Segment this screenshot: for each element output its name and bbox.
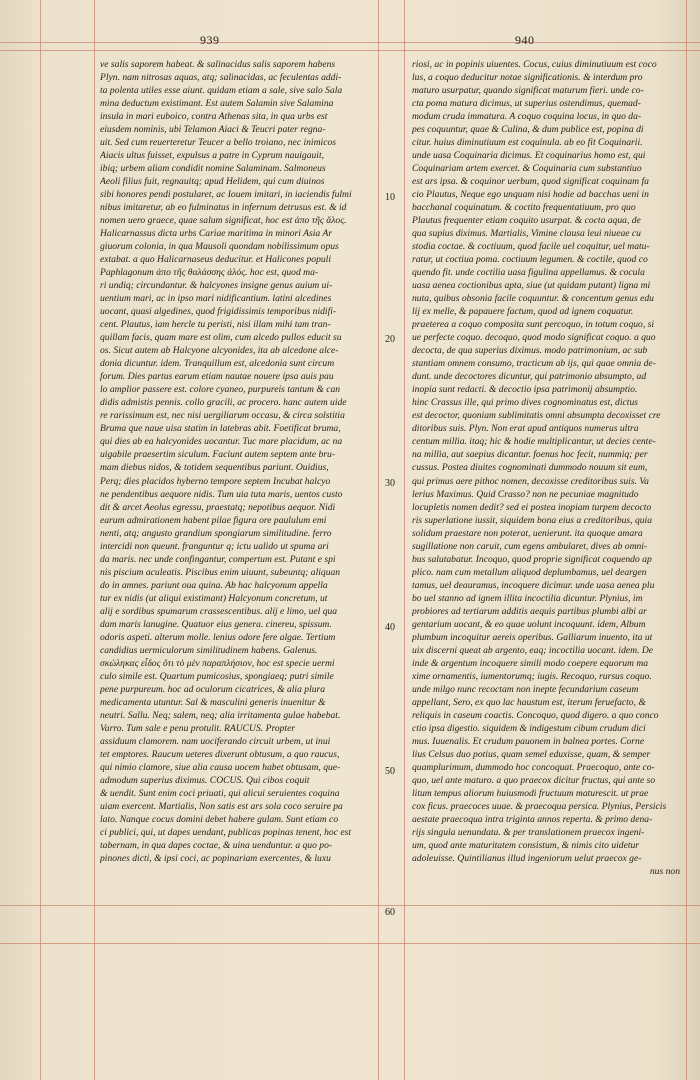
folio-number-left: 939 (200, 33, 220, 47)
line-number-30: 30 (385, 478, 395, 489)
rule-bottom (0, 905, 700, 906)
text-line: dunt. unde decoctores dicuntur, qui patrimonio absumpto, ad (412, 371, 647, 383)
text-line: Paphlagonum άπο τῆς θαλάσσης ἁλός. hoc est, quod ma- (100, 267, 319, 279)
text-line: nomen uero graece, quae salum significat, hoc est άπο τῆς ἅλος. (100, 215, 347, 227)
text-line: pene purpureum. hoc ad oculorum cicatrices, & alia plura (100, 683, 326, 695)
text-line: ve salis saporem habeat. & salinacidus salis saporem habens (100, 59, 336, 70)
text-line: odoris aspeti. alterum molle. lenius odore fere algae. Tertium (100, 631, 336, 643)
text-line: locupletis nomen dedit? sed ei postea inopiam turpem decocto (412, 501, 652, 513)
text-line: ue perfecte coquo. decoquo, quod modo significat coquo. a quo (412, 332, 656, 344)
text-line: mus. Iuuenalis. Et crudum pauonem in balnea portes. Corne (412, 735, 645, 747)
rule-top (0, 42, 700, 43)
text-line: ci publici, qui, ut dapes uendant, publicas popinas tenent, hoc est (100, 826, 352, 838)
text-line: uocant, quasi algedines, quod frigidissimis temporibus nidifi- (100, 306, 337, 318)
text-line: quo, uel ante maturo. a quo praecox dicitur fructus, qui ante so (412, 774, 656, 786)
text-line: ta polenta utiles esse aiunt. quidam etiam a sale, sive salo Sala (100, 85, 343, 97)
text-line: unde milgo nunc recoctam non inepte fecundarium caseum (412, 683, 639, 695)
line-number-10: 10 (385, 192, 395, 203)
text-line: plumbum incoquitur aereis operibus. Galliarum inuento, ita ut (412, 631, 653, 643)
text-line: Halicarnassus dicta urbs Cariae maritima in minori Asia Ar (100, 228, 333, 240)
text-line: sugillatione non caruit, cum egens ambularet, dives ab omni- (412, 540, 648, 552)
text-line: aestate praecoqua intra triginta annos reperta. & primo dena- (412, 813, 653, 825)
text-line: cox ficus. praecoces uuae. & praecoqua persica. Plynius, Persicis (412, 800, 667, 812)
text-line: Plyn. nam nitrosas aquas, atq; salinacidas, ac feculentas addi- (100, 72, 342, 84)
text-line: ibiq; urbem aliam condidit nomine Salaminam. Salmoneus (100, 163, 326, 175)
text-line: uix discerni queat ab argento, eaq; incoctilia uocant. idem. De (412, 644, 654, 656)
text-line: Bruma que naue uisa statim in latebras abit. Foetificat bruma, (100, 423, 341, 435)
text-line: inde & argentum incoquere simili modo coepere equorum ma (412, 657, 649, 669)
text-line: litum tempus aliorum huiusmodi fructuum maturescit. ut prae (412, 787, 649, 799)
text-line: didis admistis pennis. collo gracili, ac procero. hanc autem uide (100, 397, 347, 409)
text-line: lato. Nanque cocus domini debet habere gulam. Sunt etiam co (100, 813, 339, 825)
text-line: neutri. Sallu. Neq; salem, neq; alia irritamenta gulae habebat. (100, 709, 341, 721)
text-line: Varro. Tum sale e penu protulit. RAUCUS. Propter (100, 722, 296, 734)
text-line: forum. Dies partus earum etiam nautae nouere ipsa auis pau (100, 371, 334, 383)
text-line: pes coquuntur, quae & Culina, & dum publice est, popina di (412, 124, 644, 136)
text-line: tet emptores. Raucum ueteres dixerunt obtusum, a quo raucus, (100, 748, 340, 760)
text-line: solidum praestare non poterat, uenierunt. ita quoque amara (412, 527, 643, 539)
text-line: cussus. Postea diuites cognominati dummodo nouum sit eum, (412, 462, 648, 474)
text-line: medicamenta utuntur. Sal & masculini generis inuenitur & (100, 696, 326, 708)
text-line: um, quod ante maturitatem consistum, & nimis cito uidetur (412, 839, 640, 851)
text-line: giuorum colonia, in qua Mausoli quondam nobilissimum opus (100, 241, 339, 253)
rule-bottom-2 (0, 943, 700, 944)
text-line: gentarium uocant, & eo quae uolunt incoquunt. idem, Album (412, 618, 646, 630)
text-column-left (100, 58, 372, 865)
rule-gutter-left (378, 0, 379, 1080)
text-line: lius Celsus duo potius, quam semel eduxisse, quam, & semper (412, 748, 651, 760)
text-line: insula in mari euboico, contra Athenas sita, in qua urbs est (100, 111, 328, 123)
text-line: os. Sicut autem ab Halcyone alcyonides, ita ab alcedone alce- (100, 345, 339, 357)
text-line: ne pendentibus aequore nidis. Tum uia tuta maris, uentos custo (100, 488, 343, 500)
text-line: nus non (649, 865, 680, 877)
text-line: modum cruda immatura. A coquo coquina locus, in quo da- (412, 111, 642, 123)
text-line: Plautus frequenter etiam coquito usurpat. & cocta aqua, de (412, 215, 641, 227)
text-line: σκώληκας εἶδος ὅτι τὸ μὲν παραπλήσιον, hoc est specie uermi (100, 657, 335, 669)
text-line: uentium mari, ac in ipso mari nidificantium. latini alcedines (100, 293, 332, 305)
text-line: decocta, de qua superius diximus. modo patrimonium, ac sub (412, 345, 648, 357)
text-line: bo uel stanno ad ignem illita incoctilia dicuntur. Plynius, im (412, 592, 643, 604)
text-line: inopia sunt redacti. & decoctio ipsa patrimonij absumptio. (412, 384, 638, 396)
text-line: do in amnes. pariunt oua quina. Ab hac halcyonum appella (100, 579, 328, 591)
text-line: Aeoli filius fuit, regnauitq; apud Helidem, qui cum diuinos (100, 176, 325, 188)
text-line: uit. Sed cum reuerteretur Teucer a bello troiano, nec inimicos (100, 137, 336, 149)
text-line: uiam exercent. Martialis, Non satis est ars sola coco seruire pa (100, 800, 343, 812)
text-column-right (412, 58, 680, 878)
text-line: qui dies ab ea halcyonides uocantur. Tuc mare placidum, ac na (100, 436, 343, 448)
text-line: nis piscium aculeatis. Piscibus enim uiuunt, subeuntq; aliquan (100, 566, 341, 578)
text-line: cio Plautus, Neque ego unquam nisi hodie ad bacchas ueni in (412, 189, 649, 201)
text-line: sibi honores pendi postularet, ac Iouem imitari, in iaciendis fulmi (100, 189, 352, 201)
rule-margin-left (40, 0, 41, 1080)
text-line: & uendit. Sunt enim coci priuati, qui alicui seruientes coquina (100, 787, 340, 799)
text-line: assiduum clamorem. nam uociferando circuit urbem, ut inui (100, 735, 331, 747)
text-line: ctio ipsa digestio. siquidem & indigestum cibum crudum dici (412, 722, 646, 734)
text-line: maturo usurpatur, quando significat maturum fieri. unde co- (412, 85, 644, 97)
text-line: nibus imitaretur, ab eo fulminatus in infernum detrusus est. & id (100, 202, 347, 214)
rule-col2-right (686, 0, 687, 1080)
text-line: reliquis in caseum coactis. Concoquo, quod digero. a quo conco (412, 709, 659, 721)
rule-gutter-right (404, 0, 405, 1080)
text-line: unde uasa Coquinaria dicimus. Et coquinarius homo est, qui (412, 150, 646, 162)
text-line: stodia coctae. & coctiuum, quod facile uel coquitur, uel matu- (412, 241, 650, 253)
text-line: citur. huius diminutiuum est coquinula. ab eo fit Coquinarii. (412, 137, 643, 149)
text-line: tabernam, in qua dapes coctae, & uina uenduntur. a quo po- (100, 839, 333, 851)
text-line: ditoribus suis. Plyn. Non erat apud antiquos numerus ultra (412, 423, 639, 435)
text-line: lerius Maximus. Quid Crasso? non ne pecuniae magnitudo (412, 488, 639, 500)
text-line: cta poma matura dicimus, ut superius ostendimus, quemad- (412, 98, 641, 110)
text-line: mina deductum existimant. Est autem Salamin sive Salamina (100, 98, 334, 110)
text-line: intercidi non queunt. franguntur q; ictu ualido ut spuma ari (100, 540, 329, 552)
line-number-40: 40 (385, 622, 395, 633)
text-line: earum admirationem habent pilae figura ore paululum emi (100, 514, 327, 526)
text-line: quamplurimum, dummodo hoc concoquat. Praecoquo, ante co- (412, 761, 655, 773)
line-number-20: 20 (385, 334, 395, 345)
text-line: alij e sordibus spumarum crassescentibus. alij e limo, uel qua (100, 605, 338, 617)
text-line: rijs singula uenundata. & per translationem praecox ingeni- (412, 826, 645, 838)
text-line: culo simile est. Quartum pumicosius, spongiaeq; putri simile (100, 670, 334, 682)
text-line: da maris. nec unde confingantur, compertum est. Putant e spi (100, 553, 336, 565)
text-line: xime ornamentis, iumentorumq; iugis. Recoquo, rursus coquo. (412, 670, 652, 682)
text-line: tur ex nidis (ut aliqui existimant) Halcyonum concretum, ut (100, 592, 328, 604)
folio-number-right: 940 (515, 33, 535, 47)
text-line: ratur, ut coctiua poma. coctiuum legumen. & coctile, quod co (412, 254, 648, 266)
text-line: quendo fit. unde coctilia uasa figulina appellamus. & cocula (412, 267, 645, 279)
text-line: dit & arcet Aeolus egressu, praestatq; nepotibus aequor. Nidi (100, 501, 336, 513)
text-line: uasa aenea coctionibus apta, siue (ut quidam putant) ligna mi (412, 280, 651, 292)
text-line: candidius uermiculorum similitudinem habens. Galenus. (100, 644, 318, 656)
text-line: riosi, ac in popinis uiuentes. Cocus, cuius diminutiuum est coco (412, 59, 657, 70)
text-line: Aiacis ultus fuisset, expulsus a patre in Cyprum nauigauit, (100, 150, 325, 162)
text-line: bus salutabatur. Incoquo, quod proprie significat coquendo ap (412, 553, 652, 565)
text-line: plico. nam cum metallum aliquod deplumbamus, uel deargen (412, 566, 647, 578)
text-line: Perq; dies placidos hyberno tempore septem Incubat halcyo (100, 475, 331, 487)
line-number-50: 50 (385, 766, 395, 777)
text-line: lij ex melle, & papauere factum, quod ad ignem coquatur. (412, 306, 634, 318)
text-line: nenti, atq; angusto grandium spongiarum similitudine. ferro (100, 527, 332, 539)
rule-top-2 (0, 50, 700, 51)
text-line: ri undiq; circundantur. & halcyones insigne genus auium ui- (100, 280, 333, 292)
text-line: ris superlatione iussit, siquidem bona eius a creditoribus, quia (412, 514, 653, 526)
text-line: hinc Crassus ille, qui primo dives cognominatus est, dictus (412, 397, 638, 409)
rule-col1-left (94, 0, 95, 1080)
text-line: est decoctor, quoniam sublimitatis omni absumpta decoxisset cre (412, 410, 661, 422)
text-line: lo amplior passere est. colore cyaneo, purpureis tantum & can (100, 384, 341, 396)
text-line: eiusdem nominis, ubi Telamon Aiaci & Teucri pater regna- (100, 124, 326, 136)
text-line: quillam facis, quam mare est olim, cum alcedo pullos educit su (100, 332, 342, 344)
text-line: qui nimio clamore, siue alia causa uocem habet obtusam, que- (100, 761, 341, 773)
text-line: na millia, aut saepius dicantur. foenus hoc fecit, nummiq; per (412, 449, 648, 461)
text-line: extabat. a quo Halicarnaseus deducitur. et Halicones populi (100, 254, 332, 266)
text-line: appellant, Sero, ex quo lac haustum est, iterum feruefacto, & (412, 696, 646, 708)
text-line: pinones dicti, & ipsi coci, ac popinariam exercentes, & luxu (100, 852, 331, 864)
text-line: mam diebus nidos, & totidem sequentibus pariunt. Ouidius, (100, 462, 329, 474)
text-line: dam maris lanugine. Quatuor eius genera. cinereu, spissum. (100, 618, 332, 630)
text-line: re rarissimum est, nec nisi uergiliarum occasu, & circa solstitia (100, 410, 345, 422)
text-line: donia dicuntur. idem. Tranquillum est, alcedonia sunt circum (100, 358, 335, 370)
text-line: Coquinariam artem exercet. & Coquinaria cum substantiuo (412, 163, 642, 175)
text-line: adoleuisse. Quintilianus illud ingeniorum uelut praecox ge- (412, 852, 642, 864)
text-line: nuta, quibus obsonia facile coquuntur. & concentum genus edu (412, 293, 654, 305)
line-number-60: 60 (385, 907, 395, 918)
text-line: stantiam omnem consumo, tracticum ab ijs, qui quae omnia de- (412, 358, 656, 370)
text-line: qui primus aere pithoc nomen, decoxisse creditoribus suis. Va (412, 475, 649, 487)
text-line: uigabile praesertim siculum. Faciunt autem septem ante bru- (100, 449, 336, 461)
text-line: cent. Plautus, iam hercle tu peristi, nisi illam mihi tam tran- (100, 319, 331, 331)
text-line: centum millia. itaq; hic & hodie multiplicantur, ut decies cente- (412, 436, 656, 448)
text-line: tamus, uel deauramus, incoquere dicimur. unde uasa aenea plu (412, 579, 655, 591)
text-line: lus, a coquo deducitur notae significationis. & interdum pro (412, 72, 643, 84)
text-line: admodum superius diximus. COCUS. Qui cibos coquit (100, 774, 310, 786)
text-line: probiores ad tertiarum additis aequis partibus plumbi albi ar (412, 605, 647, 617)
text-line: praeterea a coquo composita sunt percoquo, in totum coquo, si (412, 319, 655, 331)
text-line: est ars ipsa. & coquinor uerbum, quod significat coquinam fa (412, 176, 649, 188)
text-line: bacchanal coquinatum. & coctito frequentatiuum, pro quo (412, 202, 636, 214)
text-line: qua supius diximus. Martialis, Vimine clausa leui niueae cu (412, 228, 641, 240)
